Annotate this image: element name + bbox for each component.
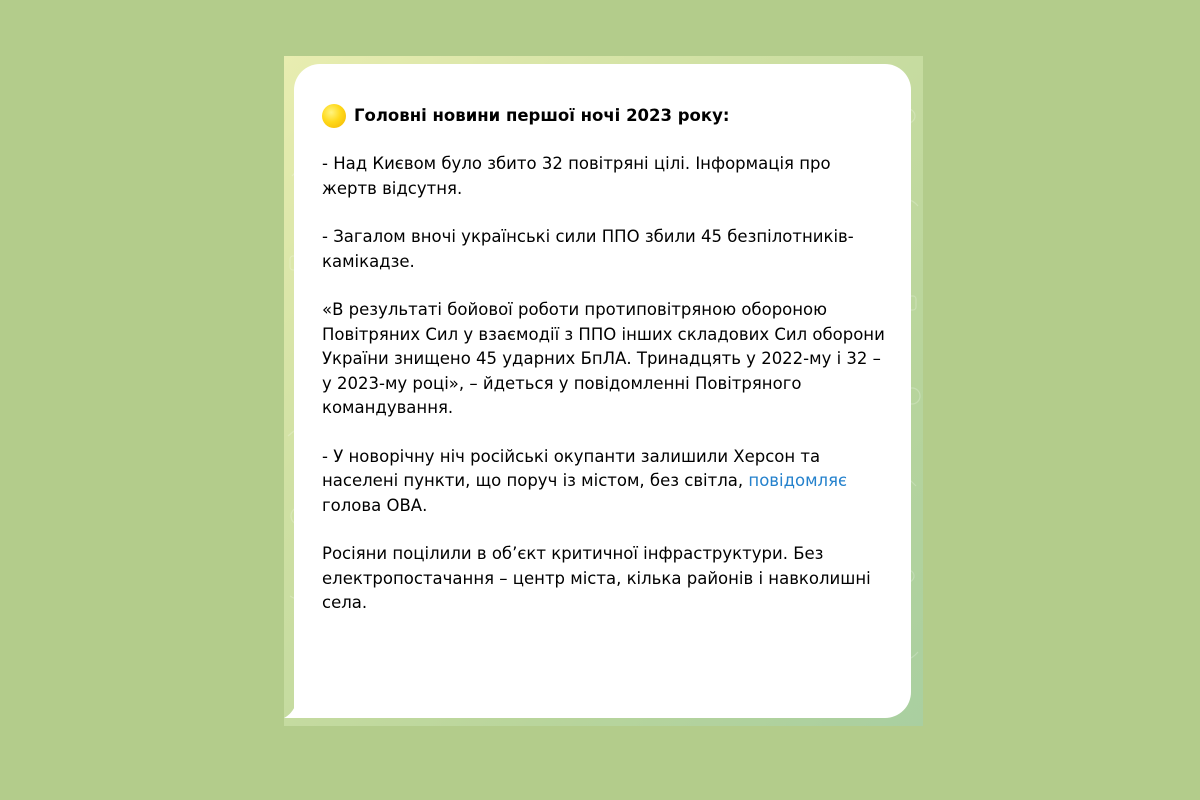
kherson-text-after: голова ОВА. bbox=[322, 495, 428, 515]
yellow-circle-icon bbox=[322, 104, 346, 128]
paragraph-kherson bbox=[322, 445, 889, 519]
paragraph-infrastructure: Росіяни поцілили в об’єкт критичної інфраструктури. Без електропостачання – центр міста, кілька районів і навколишні села. bbox=[322, 544, 871, 612]
paragraph-quote: «В результаті бойової роботи протиповітряною обороною Повітряних Сил у взаємодії з ППО інших складових Сил оборони України знищено 45 ударних БпЛА. Тринадцять у 2022-му і 32 – у 2023-му році», – йдеться у повідомленні Повітряного командування. bbox=[322, 300, 885, 417]
chat-background bbox=[284, 56, 923, 726]
message-headline bbox=[322, 104, 889, 128]
source-link[interactable]: повідомляє bbox=[748, 471, 848, 490]
bubble-tail bbox=[284, 704, 296, 718]
paragraph-air-defense: - Загалом вночі українські сили ППО збили 45 безпілотників-камікадзе. bbox=[322, 227, 854, 271]
kherson-text-before: - У новорічну ніч російські окупанти залишили Херсон та населені пункти, що поруч із містом, без світла, bbox=[322, 446, 821, 490]
headline-text: Головні новини першої ночі 2023 року: bbox=[354, 106, 730, 125]
paragraph-kyiv: - Над Києвом було збито 32 повітряні цілі. Інформація про жертв відсутня. bbox=[322, 154, 831, 198]
message-bubble bbox=[294, 64, 911, 718]
